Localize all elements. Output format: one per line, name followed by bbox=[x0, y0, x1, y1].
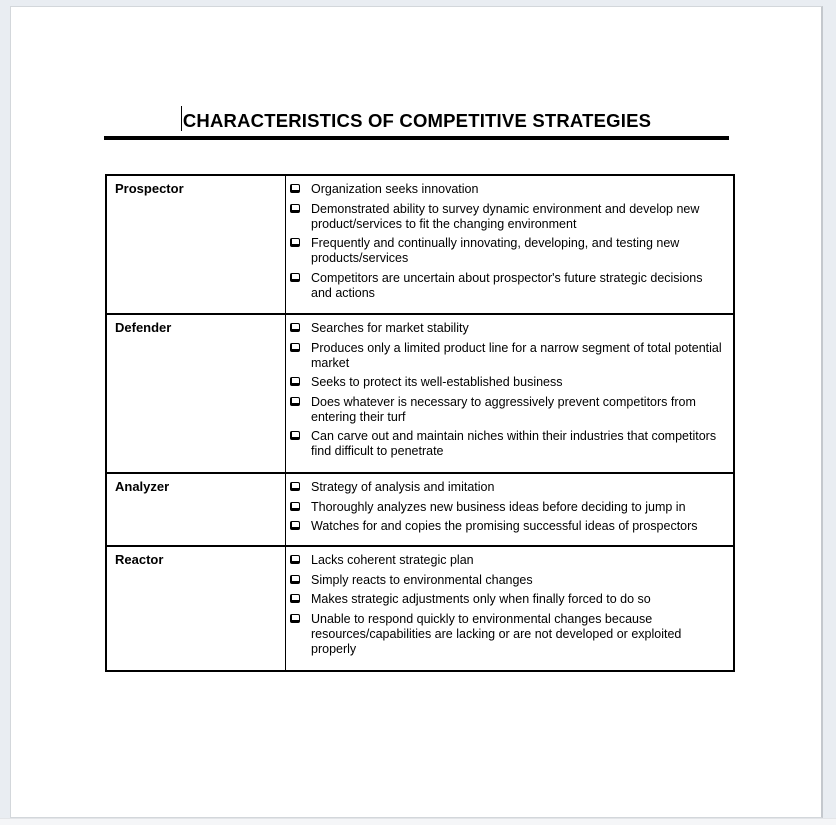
list-item bbox=[290, 182, 725, 197]
strategy-label[interactable]: Prospector bbox=[107, 176, 286, 313]
checkbox-bullet-icon bbox=[290, 555, 300, 564]
list-item bbox=[290, 480, 725, 495]
checkbox-bullet-icon bbox=[290, 238, 300, 247]
list-item-text[interactable]: Simply reacts to environmental changes bbox=[311, 572, 533, 587]
checkbox-bullet-icon bbox=[290, 482, 300, 491]
strategy-items bbox=[286, 547, 733, 670]
table-row bbox=[107, 315, 733, 474]
table-row bbox=[107, 176, 733, 315]
strategy-items bbox=[286, 315, 733, 472]
list-item-text[interactable]: Competitors are uncertain about prospector's future strategic decisions and actions bbox=[311, 270, 703, 300]
list-item bbox=[290, 341, 725, 371]
checkbox-bullet-icon bbox=[290, 575, 300, 584]
list-item bbox=[290, 202, 725, 232]
checkbox-bullet-icon bbox=[290, 323, 300, 332]
checkbox-bullet-icon bbox=[290, 273, 300, 282]
checkbox-bullet-icon bbox=[290, 614, 300, 623]
list-item-text[interactable]: Produces only a limited product line for a narrow segment of total potential market bbox=[311, 340, 722, 370]
table-row bbox=[107, 474, 733, 547]
list-item bbox=[290, 271, 725, 301]
text-cursor bbox=[181, 106, 182, 131]
checkbox-bullet-icon bbox=[290, 431, 300, 440]
list-item bbox=[290, 395, 725, 425]
table-row bbox=[107, 547, 733, 670]
document-canvas[interactable] bbox=[10, 6, 823, 818]
list-item bbox=[290, 236, 725, 266]
strategy-label[interactable]: Defender bbox=[107, 315, 286, 472]
list-item-text[interactable]: Unable to respond quickly to environmental changes because resources/capabilities are lacking or are not developed or exploited properly bbox=[311, 611, 682, 656]
checkbox-bullet-icon bbox=[290, 377, 300, 386]
strategy-label[interactable]: Analyzer bbox=[107, 474, 286, 545]
list-item bbox=[290, 573, 725, 588]
list-item bbox=[290, 612, 725, 657]
list-item-text[interactable]: Demonstrated ability to survey dynamic environment and develop new product/services to fit the changing environment bbox=[311, 201, 700, 231]
checkbox-bullet-icon bbox=[290, 184, 300, 193]
strategy-items bbox=[286, 176, 733, 313]
list-item bbox=[290, 321, 725, 336]
list-item bbox=[290, 592, 725, 607]
list-item bbox=[290, 500, 725, 515]
list-item-text[interactable]: Searches for market stability bbox=[311, 321, 469, 335]
checkbox-bullet-icon bbox=[290, 502, 300, 511]
list-item-text[interactable]: Frequently and continually innovating, developing, and testing new products/services bbox=[311, 236, 680, 265]
list-item-text[interactable]: Seeks to protect its well-established business bbox=[311, 375, 563, 389]
checkbox-bullet-icon bbox=[290, 594, 300, 603]
list-item-text[interactable]: Can carve out and maintain niches within their industries that competitors find difficult to penetrate bbox=[311, 429, 717, 458]
list-item bbox=[290, 429, 725, 459]
list-item-text[interactable]: Does whatever is necessary to aggressively prevent competitors from entering their turf bbox=[311, 394, 696, 424]
list-item bbox=[290, 553, 725, 568]
strategies-table bbox=[105, 174, 735, 672]
list-item-text[interactable]: Watches for and copies the promising successful ideas of prospectors bbox=[311, 519, 698, 533]
checkbox-bullet-icon bbox=[290, 397, 300, 406]
list-item-text[interactable]: Organization seeks innovation bbox=[311, 182, 479, 196]
window-bottom-strip bbox=[0, 818, 836, 825]
strategy-label[interactable]: Reactor bbox=[107, 547, 286, 670]
title-underline-rule bbox=[104, 136, 729, 140]
list-item-text[interactable]: Thoroughly analyzes new business ideas before deciding to jump in bbox=[311, 499, 686, 514]
strategy-items bbox=[286, 474, 733, 545]
list-item bbox=[290, 375, 725, 390]
list-item bbox=[290, 519, 725, 534]
page-title[interactable]: CHARACTERISTICS OF COMPETITIVE STRATEGIES bbox=[182, 110, 652, 131]
checkbox-bullet-icon bbox=[290, 204, 300, 213]
list-item-text[interactable]: Strategy of analysis and imitation bbox=[311, 480, 495, 494]
title-row bbox=[11, 106, 821, 132]
list-item-text[interactable]: Lacks coherent strategic plan bbox=[311, 553, 474, 567]
list-item-text[interactable]: Makes strategic adjustments only when finally forced to do so bbox=[311, 592, 651, 606]
checkbox-bullet-icon bbox=[290, 521, 300, 530]
checkbox-bullet-icon bbox=[290, 343, 300, 352]
